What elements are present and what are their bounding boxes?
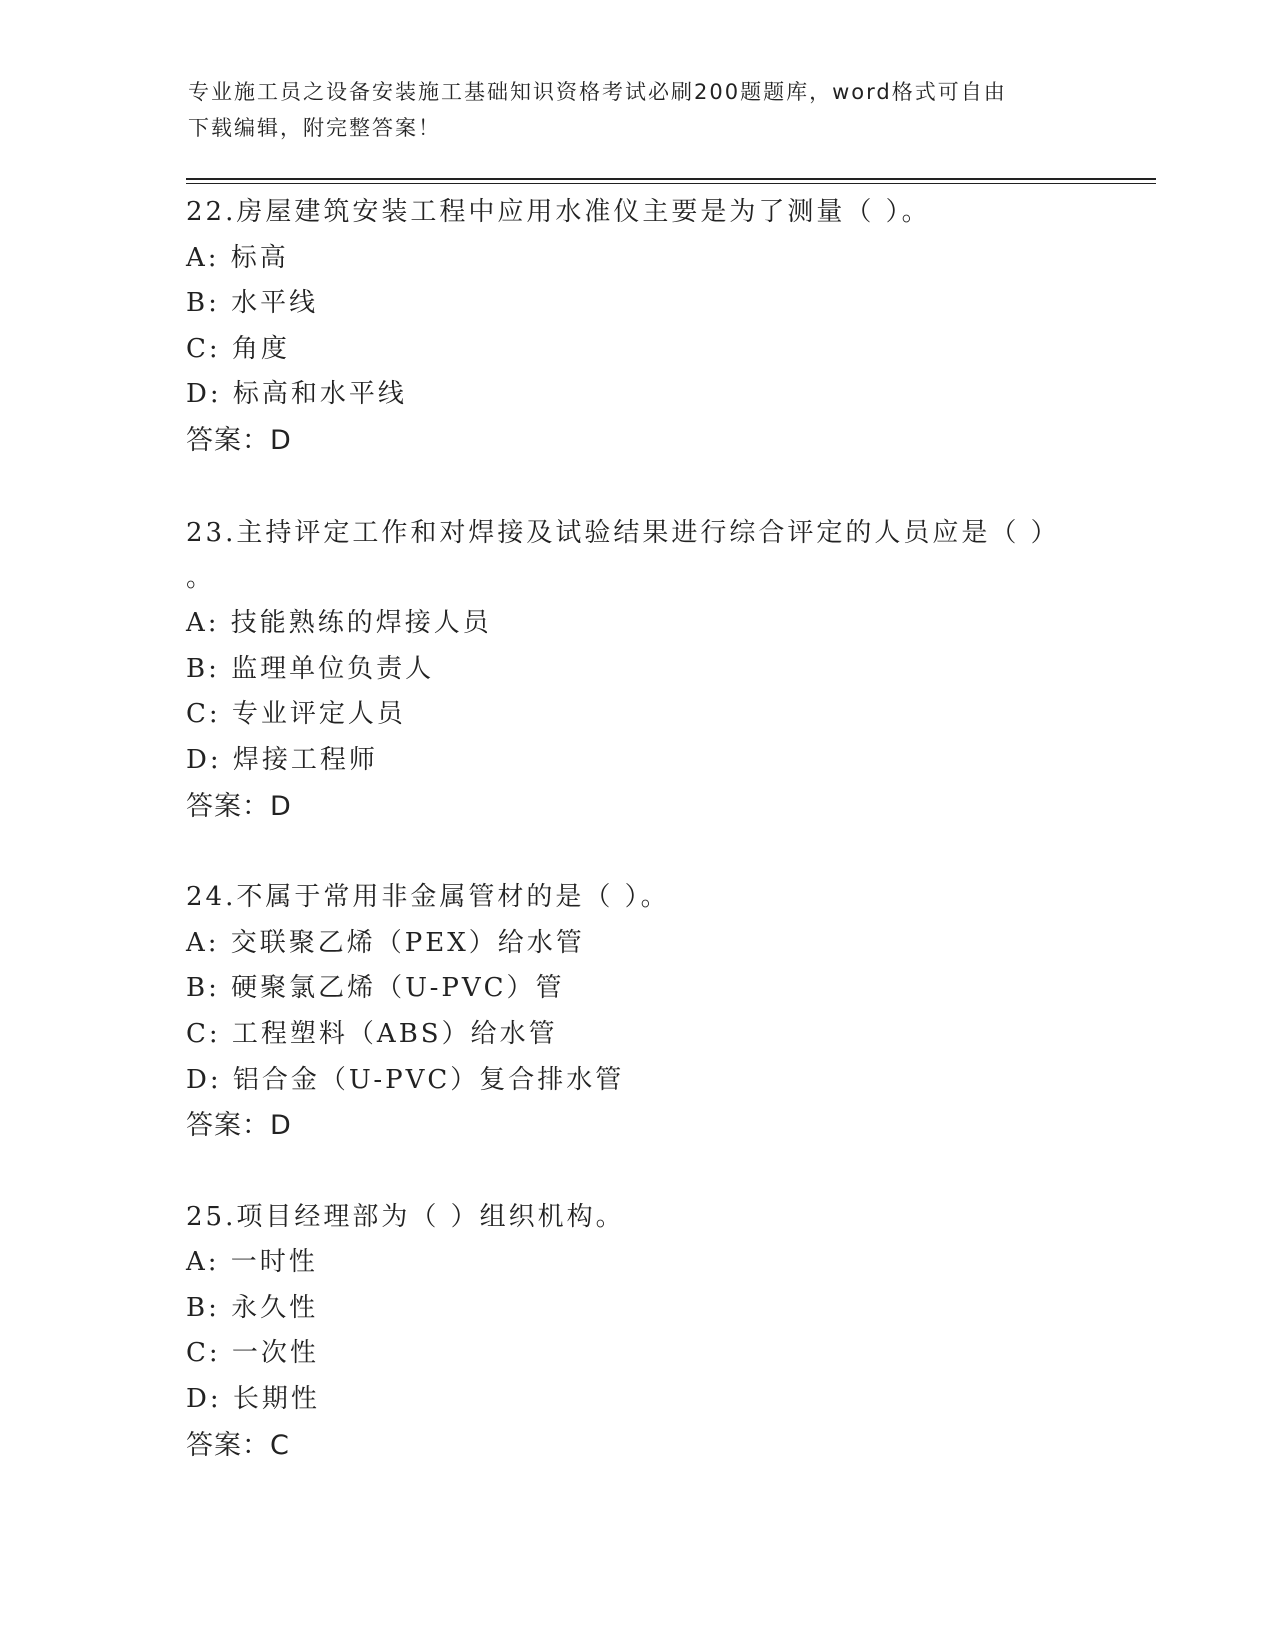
option-c: C: 工程塑料（ABS）给水管 (186, 1018, 558, 1049)
question-23 (186, 510, 1086, 830)
question-title: 23.主持评定工作和对焊接及试验结果进行综合评定的人员应是（ ） (186, 517, 1060, 548)
option-d: D: 铝合金（U-PVC）复合排水管 (186, 1064, 625, 1095)
question-title-continuation: 。 (186, 562, 216, 593)
option-b: B: 永久性 (186, 1292, 319, 1323)
option-b: B: 硬聚氯乙烯（U-PVC）管 (186, 973, 565, 1004)
answer: 答案：D (186, 1110, 292, 1142)
question-25 (186, 1195, 1086, 1469)
header-divider-thick (186, 178, 1156, 180)
header-line-1: 专业施工员之设备安装施工基础知识资格考试必刷200题题库，word格式可自由 (188, 80, 1007, 104)
option-a: A: 标高 (186, 242, 289, 273)
question-title: 24.不属于常用非金属管材的是（ ）。 (186, 882, 670, 913)
question-list (186, 190, 1086, 1514)
header-line-2: 下载编辑，附完整答案！ (188, 116, 441, 140)
option-a: A: 交联聚乙烯（PEX）给水管 (186, 927, 585, 958)
option-b: B: 水平线 (186, 288, 319, 319)
question-24 (186, 875, 1086, 1149)
option-a: A: 一时性 (186, 1247, 318, 1278)
answer: 答案：C (186, 1429, 290, 1461)
option-c: C: 一次性 (186, 1338, 319, 1369)
question-title: 25.项目经理部为（ ）组织机构。 (186, 1201, 625, 1232)
answer: 答案：D (186, 424, 292, 456)
option-a: A: 技能熟练的焊接人员 (186, 608, 492, 639)
answer: 答案：D (186, 790, 292, 822)
option-b: B: 监理单位负责人 (186, 653, 435, 684)
document-header (188, 74, 1068, 146)
option-d: D: 焊接工程师 (186, 744, 378, 775)
option-d: D: 长期性 (186, 1384, 320, 1415)
option-c: C: 专业评定人员 (186, 699, 406, 730)
header-divider-thin (186, 183, 1156, 184)
option-d: D: 标高和水平线 (186, 379, 407, 410)
question-title: 22.房屋建筑安装工程中应用水准仪主要是为了测量（ ）。 (186, 197, 931, 227)
question-22 (186, 190, 1086, 464)
option-c: C: 角度 (186, 333, 290, 364)
